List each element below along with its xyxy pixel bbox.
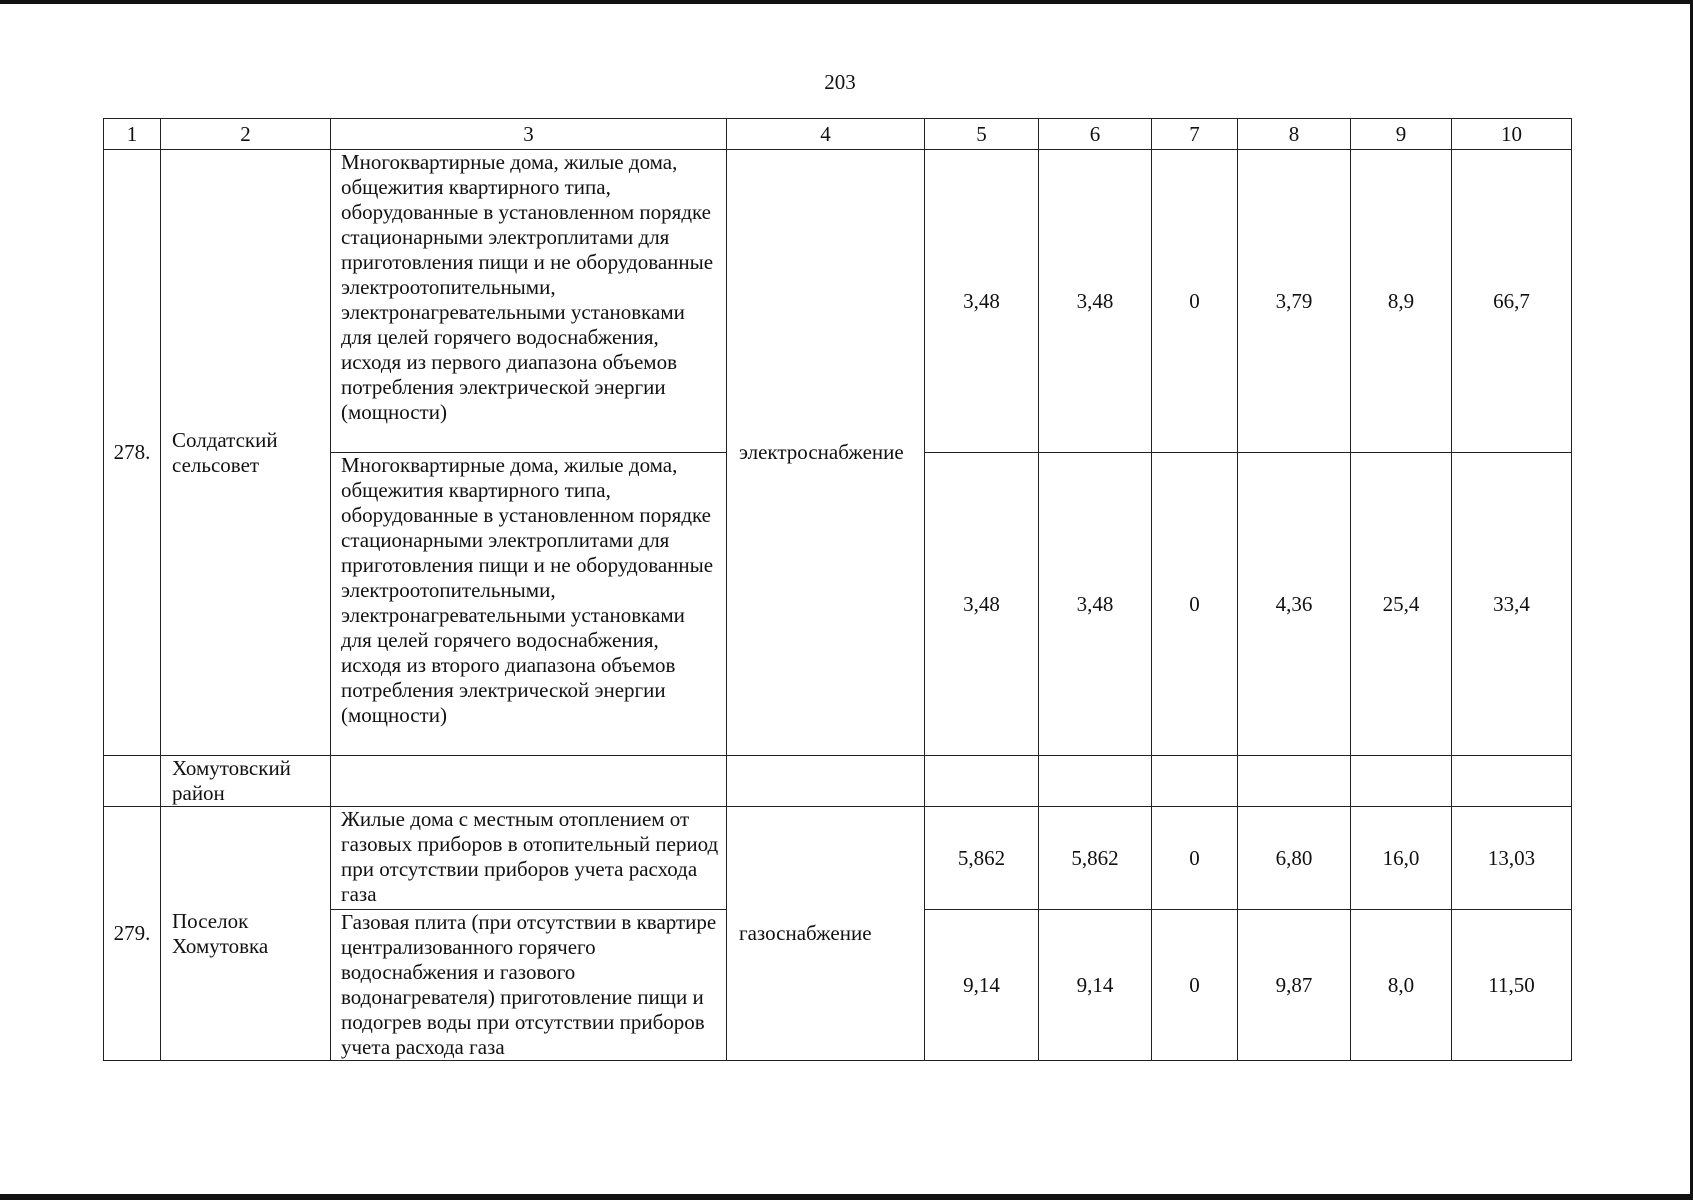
table-row bbox=[104, 150, 1572, 453]
row-number: 278. bbox=[104, 150, 161, 756]
region-row bbox=[104, 756, 1572, 807]
header-col-2: 2 bbox=[161, 119, 331, 150]
empty-cell bbox=[1238, 756, 1351, 807]
value-col-10: 11,50 bbox=[1452, 910, 1572, 1061]
value-col-6: 9,14 bbox=[1039, 910, 1152, 1061]
header-col-9: 9 bbox=[1351, 119, 1452, 150]
empty-cell bbox=[331, 756, 727, 807]
service-type: газоснабжение bbox=[727, 807, 925, 1061]
value-col-9: 16,0 bbox=[1351, 807, 1452, 910]
category-description: Многоквартирные дома, жилые дома, общежития квартирного типа, оборудованные в установленном порядке стационарными электроплитами для приготовления пищи и не оборудованные электроотопительными, электронагревательными установками для целей горячего водоснабжения, исходя из второго диапазона объемов потребления электрической энергии (мощности) bbox=[331, 453, 727, 756]
header-row bbox=[104, 119, 1572, 150]
value-col-7: 0 bbox=[1152, 910, 1238, 1061]
value-col-5: 9,14 bbox=[925, 910, 1039, 1061]
value-col-9: 25,4 bbox=[1351, 453, 1452, 756]
page-number: 203 bbox=[824, 70, 856, 94]
empty-cell bbox=[1452, 756, 1572, 807]
header-col-7: 7 bbox=[1152, 119, 1238, 150]
value-col-10: 33,4 bbox=[1452, 453, 1572, 756]
empty-cell bbox=[1039, 756, 1152, 807]
tariff-table bbox=[103, 118, 1572, 1061]
value-col-5: 3,48 bbox=[925, 150, 1039, 453]
row-number: 279. bbox=[104, 807, 161, 1061]
value-col-5: 3,48 bbox=[925, 453, 1039, 756]
value-col-6: 3,48 bbox=[1039, 453, 1152, 756]
header-col-5: 5 bbox=[925, 119, 1039, 150]
value-col-8: 9,87 bbox=[1238, 910, 1351, 1061]
value-col-7: 0 bbox=[1152, 807, 1238, 910]
empty-cell bbox=[104, 756, 161, 807]
value-col-9: 8,9 bbox=[1351, 150, 1452, 453]
value-col-10: 66,7 bbox=[1452, 150, 1572, 453]
empty-cell bbox=[925, 756, 1039, 807]
service-type: электроснабжение bbox=[727, 150, 925, 756]
header-col-6: 6 bbox=[1039, 119, 1152, 150]
header-col-3: 3 bbox=[331, 119, 727, 150]
header-col-8: 8 bbox=[1238, 119, 1351, 150]
header-col-10: 10 bbox=[1452, 119, 1572, 150]
empty-cell bbox=[727, 756, 925, 807]
municipality-name: Солдатский сельсовет bbox=[161, 150, 331, 756]
value-col-5: 5,862 bbox=[925, 807, 1039, 910]
table-row bbox=[104, 807, 1572, 910]
value-col-8: 6,80 bbox=[1238, 807, 1351, 910]
municipality-name: Поселок Хомутовка bbox=[161, 807, 331, 1061]
value-col-7: 0 bbox=[1152, 150, 1238, 453]
empty-cell bbox=[1152, 756, 1238, 807]
value-col-8: 3,79 bbox=[1238, 150, 1351, 453]
value-col-9: 8,0 bbox=[1351, 910, 1452, 1061]
category-description: Газовая плита (при отсутствии в квартире централизованного горячего водоснабжения и газового водонагревателя) приготовление пищи и подогрев воды при отсутствии приборов учета расхода газа bbox=[331, 910, 727, 1061]
category-description: Многоквартирные дома, жилые дома, общежития квартирного типа, оборудованные в установленном порядке стационарными электроплитами для приготовления пищи и не оборудованные электроотопительными, электронагревательными установками для целей горячего водоснабжения, исходя из первого диапазона объемов потребления электрической энергии (мощности) bbox=[331, 150, 727, 453]
value-col-8: 4,36 bbox=[1238, 453, 1351, 756]
value-col-6: 5,862 bbox=[1039, 807, 1152, 910]
region-name: Хомутовский район bbox=[161, 756, 331, 807]
header-col-1: 1 bbox=[104, 119, 161, 150]
header-col-4: 4 bbox=[727, 119, 925, 150]
value-col-7: 0 bbox=[1152, 453, 1238, 756]
category-description: Жилые дома с местным отоплением от газовых приборов в отопительный период при отсутствии приборов учета расхода газа bbox=[331, 807, 727, 910]
empty-cell bbox=[1351, 756, 1452, 807]
value-col-6: 3,48 bbox=[1039, 150, 1152, 453]
value-col-10: 13,03 bbox=[1452, 807, 1572, 910]
